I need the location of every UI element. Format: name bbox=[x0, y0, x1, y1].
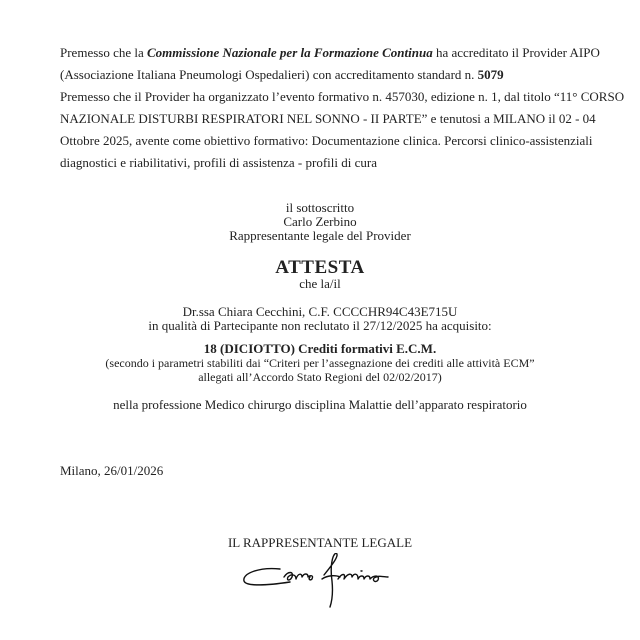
intro-line-5: Ottobre 2025, avente come obiettivo formativo: Documentazione clinica. Percorsi clinico-assistenziali bbox=[60, 133, 593, 148]
intro-line-2 bbox=[60, 67, 581, 83]
place-date: Milano, 26/01/2026 bbox=[60, 463, 164, 478]
credits-note-2: allegati all’Accordo Stato Regioni del 02/02/2017) bbox=[198, 370, 442, 384]
credits-headline: 18 (DICIOTTO) Crediti formativi E.C.M. bbox=[203, 341, 437, 356]
intro-text: (Associazione Italiana Pneumologi Ospedalieri) con accreditamento standard n. bbox=[60, 67, 478, 82]
intro-line-1 bbox=[60, 45, 600, 61]
intro-line-6: diagnostici e riabilitativi, profili di assistenza - profili di cura bbox=[60, 155, 377, 170]
profession-line: nella professione Medico chirurgo disciplina Malattie dell’apparato respiratorio bbox=[113, 397, 527, 412]
intro-line-3: Premesso che il Provider ha organizzato l’evento formativo n. 457030, edizione n. 1, dal titolo “11° CORSO bbox=[60, 89, 625, 104]
participant-name: Dr.ssa Chiara Cecchini, C.F. CCCCHR94C43E715U bbox=[182, 304, 458, 319]
attesta-subtitle: che la/il bbox=[299, 276, 341, 291]
commission-name: Commissione Nazionale per la Formazione Continua bbox=[147, 45, 433, 60]
legal-representative-label: IL RAPPRESENTANTE LEGALE bbox=[227, 535, 413, 550]
signature-icon bbox=[240, 553, 410, 613]
accreditation-number: 5079 bbox=[477, 67, 504, 82]
credits-note-1: (secondo i parametri stabiliti dai “Criteri per l’assegnazione dei crediti alle attività ECM” bbox=[105, 356, 535, 370]
intro-line-4: NAZIONALE DISTURBI RESPIRATORI NEL SONNO - II PARTE” e tenutosi a MILANO il 02 - 04 bbox=[60, 111, 596, 126]
signatory-role: Rappresentante legale del Provider bbox=[229, 228, 411, 243]
signatory-label: il sottoscritto bbox=[285, 200, 355, 215]
intro-text: ha accreditato il Provider AIPO bbox=[432, 45, 600, 60]
intro-text: Premesso che la bbox=[60, 45, 148, 60]
signatory-name: Carlo Zerbino bbox=[283, 214, 357, 229]
attesta-title: ATTESTA bbox=[275, 257, 365, 278]
participant-status: in qualità di Partecipante non reclutato il 27/12/2025 ha acquisito: bbox=[148, 318, 492, 333]
